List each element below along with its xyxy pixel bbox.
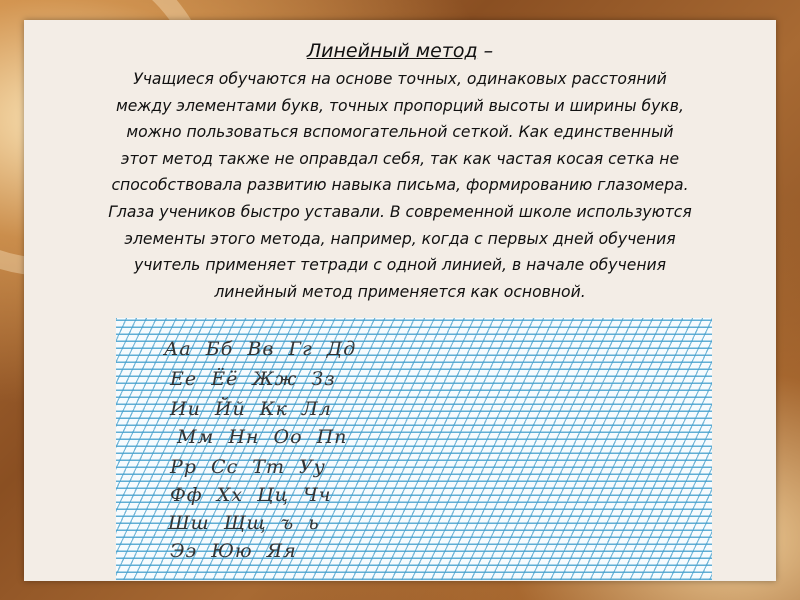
alphabet-row: Рр Сс Тт Уу [170,456,326,478]
slide-body [45,66,755,305]
alphabet-row: Фф Хх Цц Чч [170,484,332,506]
title-main: Линейный метод [306,40,478,62]
body-line: можно пользоваться вспомогательной сеткой. Как единственный [126,123,674,142]
alphabet-row: Ее Ёё Жж Зз [170,368,336,390]
alphabet-row: Ии Йй Кк Лл [170,398,332,420]
body-line: Глаза учеников быстро уставали. В современной школе используются [108,202,692,221]
alphabet-row: Мм Нн Оо Пп [170,426,348,448]
alphabet-row: Аа Бб Вв Гг Дд [164,338,357,360]
body-line: способствовала развитию навыка письма, формированию глазомера. [111,176,689,195]
alphabet-row: Ээ Юю Яя [170,540,297,562]
body-line: учитель применяет тетради с одной линией, в начале обучения [133,256,667,275]
copybook-grid-image [116,318,712,580]
alphabet-row: Шш Щщ ъ ь [168,512,320,534]
body-line: этот метод также не оправдал себя, так как частая косая сетка не [120,149,680,168]
body-line: между элементами букв, точных пропорций высоты и ширины букв, [116,96,684,115]
body-line: линейный метод применяется как основной. [214,282,586,301]
title-dash: – [477,40,494,62]
text-block [24,38,776,305]
body-line: Учащиеся обучаются на основе точных, одинаковых расстояний [133,70,667,88]
slide-panel [24,20,776,581]
body-line: элементы этого метода, например, когда с первых дней обучения [124,229,676,248]
slide-title [24,38,776,64]
